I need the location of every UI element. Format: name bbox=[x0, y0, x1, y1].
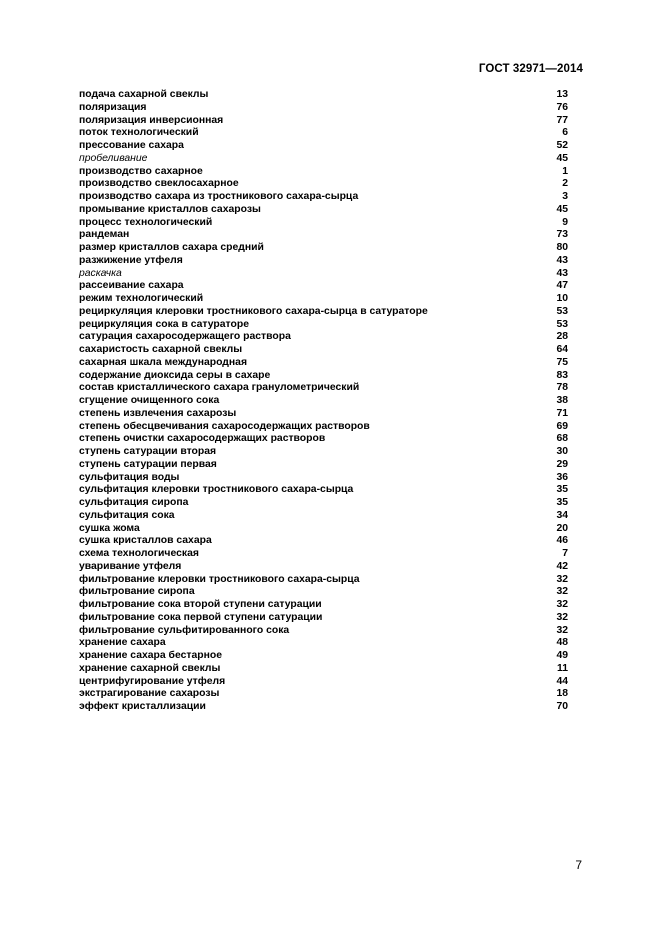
index-page-ref: 32 bbox=[556, 586, 568, 598]
index-entry-row bbox=[79, 89, 568, 102]
index-page-ref: 49 bbox=[556, 650, 568, 661]
index-entry-row bbox=[79, 637, 568, 650]
index-term: сушка кристаллов сахара bbox=[79, 535, 212, 547]
index-page-ref: 10 bbox=[556, 293, 568, 304]
index-term: содержание диоксида серы в сахаре bbox=[79, 369, 271, 381]
index-term: фильтрование сока второй ступени сатурации bbox=[79, 599, 322, 610]
index-term: режим технологический bbox=[79, 293, 204, 304]
index-page-ref: 34 bbox=[556, 509, 568, 521]
index-entry-row bbox=[79, 127, 568, 140]
index-entry-row bbox=[79, 178, 568, 191]
index-entry-row bbox=[79, 395, 568, 408]
index-term: хранение сахара bbox=[79, 637, 166, 649]
index-term: ступень сатурации первая bbox=[79, 458, 217, 470]
index-page-ref: 29 bbox=[556, 458, 568, 470]
index-page-ref: 36 bbox=[556, 471, 568, 483]
index-entry-row bbox=[79, 561, 568, 574]
index-term: рециркуляция сока в сатураторе bbox=[79, 318, 249, 330]
index-page-ref: 32 bbox=[556, 611, 568, 623]
index-page-ref: 47 bbox=[556, 280, 568, 292]
index-page-ref: 70 bbox=[556, 701, 568, 712]
index-term: производство сахарное bbox=[79, 165, 203, 177]
index-entry-row bbox=[79, 586, 568, 599]
index-entry-row bbox=[79, 344, 568, 357]
index-term: ступень сатурации вторая bbox=[79, 446, 217, 457]
index-entry-row bbox=[79, 102, 568, 115]
index-entry-row bbox=[79, 472, 568, 485]
index-term: процесс технологический bbox=[79, 216, 213, 228]
index-entry-row bbox=[79, 625, 568, 638]
index-page-ref: 68 bbox=[556, 433, 568, 445]
index-page-ref: 35 bbox=[556, 497, 568, 508]
index-entry-row bbox=[79, 535, 568, 548]
index-entry-row bbox=[79, 268, 568, 281]
index-term: раскачка bbox=[79, 267, 122, 279]
index-entry-row bbox=[79, 242, 568, 255]
index-entry-row bbox=[79, 599, 568, 612]
index-term: хранение сахарной свеклы bbox=[79, 662, 221, 674]
index-term: состав кристаллического сахара гранулометрический bbox=[79, 382, 360, 394]
index-term: пробеливание bbox=[79, 152, 148, 164]
index-page-ref: 30 bbox=[556, 446, 568, 457]
index-page-ref: 32 bbox=[556, 624, 568, 636]
index-page-ref: 44 bbox=[556, 675, 568, 687]
index-entry-row bbox=[79, 217, 568, 230]
index-entry-row bbox=[79, 293, 568, 306]
index-page-ref: 9 bbox=[562, 216, 568, 228]
index-page-ref: 53 bbox=[556, 305, 568, 317]
alphabetical-term-index bbox=[79, 89, 568, 714]
index-term: эффект кристаллизации bbox=[79, 701, 206, 712]
index-term: рандеман bbox=[79, 229, 130, 241]
index-term: сушка жома bbox=[79, 522, 140, 534]
index-page-ref: 42 bbox=[556, 560, 568, 572]
index-entry-row bbox=[79, 497, 568, 510]
index-term: хранение сахара бестарное bbox=[79, 650, 222, 661]
index-page-ref: 6 bbox=[562, 127, 568, 139]
index-page-ref: 83 bbox=[556, 369, 568, 381]
index-page-ref: 35 bbox=[556, 484, 568, 496]
index-term: фильтрование сиропа bbox=[79, 586, 195, 598]
index-term: размер кристаллов сахара средний bbox=[79, 242, 264, 253]
index-page-ref: 46 bbox=[556, 535, 568, 547]
index-entry-row bbox=[79, 370, 568, 383]
index-entry-row bbox=[79, 446, 568, 459]
index-entry-row bbox=[79, 676, 568, 689]
index-entry-row bbox=[79, 280, 568, 293]
index-page-ref: 13 bbox=[556, 89, 568, 100]
index-page-ref: 1 bbox=[562, 165, 568, 177]
index-entry-row bbox=[79, 408, 568, 421]
index-entry-row bbox=[79, 319, 568, 332]
index-term: производство свеклосахарное bbox=[79, 178, 239, 190]
index-term: сгущение очищенного сока bbox=[79, 395, 220, 406]
index-term: поток технологический bbox=[79, 127, 199, 139]
index-term: подача сахарной свеклы bbox=[79, 89, 209, 100]
index-term: прессование сахара bbox=[79, 140, 184, 151]
index-entry-row bbox=[79, 229, 568, 242]
index-term: схема технологическая bbox=[79, 548, 199, 559]
index-entry-row bbox=[79, 484, 568, 497]
index-page-ref: 52 bbox=[556, 140, 568, 151]
index-page-ref: 32 bbox=[556, 573, 568, 585]
index-entry-row bbox=[79, 421, 568, 434]
index-entry-row bbox=[79, 574, 568, 587]
index-page-ref: 20 bbox=[556, 522, 568, 534]
index-page-ref: 28 bbox=[556, 331, 568, 343]
index-page-ref: 64 bbox=[556, 344, 568, 355]
index-page-ref: 45 bbox=[556, 203, 568, 215]
index-term: производство сахара из тростникового сахара-сырца bbox=[79, 191, 359, 202]
index-entry-row bbox=[79, 688, 568, 701]
index-page-ref: 3 bbox=[562, 191, 568, 202]
index-term: сульфитация сиропа bbox=[79, 497, 189, 508]
index-entry-row bbox=[79, 382, 568, 395]
index-page-ref: 53 bbox=[556, 318, 568, 330]
index-page-ref: 71 bbox=[556, 407, 568, 419]
index-term: промывание кристаллов сахарозы bbox=[79, 203, 261, 215]
index-term: степень очистки сахаросодержащих растворов bbox=[79, 433, 326, 445]
index-term: уваривание утфеля bbox=[79, 560, 182, 572]
page-number: 7 bbox=[575, 858, 582, 872]
index-entry-row bbox=[79, 204, 568, 217]
index-term: сульфитация сока bbox=[79, 509, 175, 521]
index-term: сульфитация клеровки тростникового сахара-сырца bbox=[79, 484, 354, 496]
index-term: сульфитация воды bbox=[79, 471, 180, 483]
index-page-ref: 7 bbox=[562, 548, 568, 559]
index-page-ref: 43 bbox=[556, 267, 568, 279]
index-term: экстрагирование сахарозы bbox=[79, 688, 220, 700]
index-entry-row bbox=[79, 357, 568, 370]
index-entry-row bbox=[79, 255, 568, 268]
index-entry-row bbox=[79, 153, 568, 166]
index-page-ref: 18 bbox=[556, 688, 568, 700]
index-entry-row bbox=[79, 433, 568, 446]
document-code-header: ГОСТ 32971—2014 bbox=[478, 63, 583, 75]
index-entry-row bbox=[79, 650, 568, 663]
index-entry-row bbox=[79, 115, 568, 128]
index-term: центрифугирование утфеля bbox=[79, 675, 226, 687]
index-entry-row bbox=[79, 510, 568, 523]
index-entry-row bbox=[79, 191, 568, 204]
index-term: сахаристость сахарной свеклы bbox=[79, 344, 243, 355]
index-page-ref: 38 bbox=[556, 395, 568, 406]
index-term: разжижение утфеля bbox=[79, 254, 183, 266]
index-entry-row bbox=[79, 306, 568, 319]
index-page-ref: 69 bbox=[556, 420, 568, 432]
index-entry-row bbox=[79, 166, 568, 179]
index-page-ref: 11 bbox=[557, 662, 568, 674]
index-page-ref: 32 bbox=[556, 599, 568, 610]
index-entry-row bbox=[79, 331, 568, 344]
index-page-ref: 2 bbox=[562, 178, 568, 190]
index-entry-row bbox=[79, 459, 568, 472]
index-page-ref: 48 bbox=[556, 637, 568, 649]
index-term: поляризация инверсионная bbox=[79, 114, 224, 126]
index-page-ref: 76 bbox=[556, 101, 568, 113]
index-entry-row bbox=[79, 523, 568, 536]
index-term: рассеивание сахара bbox=[79, 280, 184, 292]
index-term: степень извлечения сахарозы bbox=[79, 407, 237, 419]
index-term: степень обесцвечивания сахаросодержащих растворов bbox=[79, 420, 370, 432]
index-page-ref: 78 bbox=[556, 382, 568, 394]
index-term: фильтрование сульфитированного сока bbox=[79, 624, 290, 636]
index-page-ref: 77 bbox=[556, 114, 568, 126]
index-page-ref: 75 bbox=[556, 356, 568, 368]
index-page-ref: 45 bbox=[556, 152, 568, 164]
index-term: фильтрование клеровки тростникового сахара-сырца bbox=[79, 573, 360, 585]
index-entry-row bbox=[79, 140, 568, 153]
index-term: рециркуляция клеровки тростникового сахара-сырца в сатураторе bbox=[79, 305, 428, 317]
index-term: сатурация сахаросодержащего раствора bbox=[79, 331, 291, 343]
index-term: фильтрование сока первой ступени сатурации bbox=[79, 611, 323, 623]
index-entry-row bbox=[79, 701, 568, 714]
index-entry-row bbox=[79, 663, 568, 676]
index-page-ref: 80 bbox=[556, 242, 568, 253]
index-term: поляризация bbox=[79, 101, 147, 113]
index-entry-row bbox=[79, 612, 568, 625]
index-term: сахарная шкала международная bbox=[79, 356, 248, 368]
index-page-ref: 43 bbox=[556, 254, 568, 266]
index-page-ref: 73 bbox=[556, 229, 568, 241]
index-entry-row bbox=[79, 548, 568, 561]
